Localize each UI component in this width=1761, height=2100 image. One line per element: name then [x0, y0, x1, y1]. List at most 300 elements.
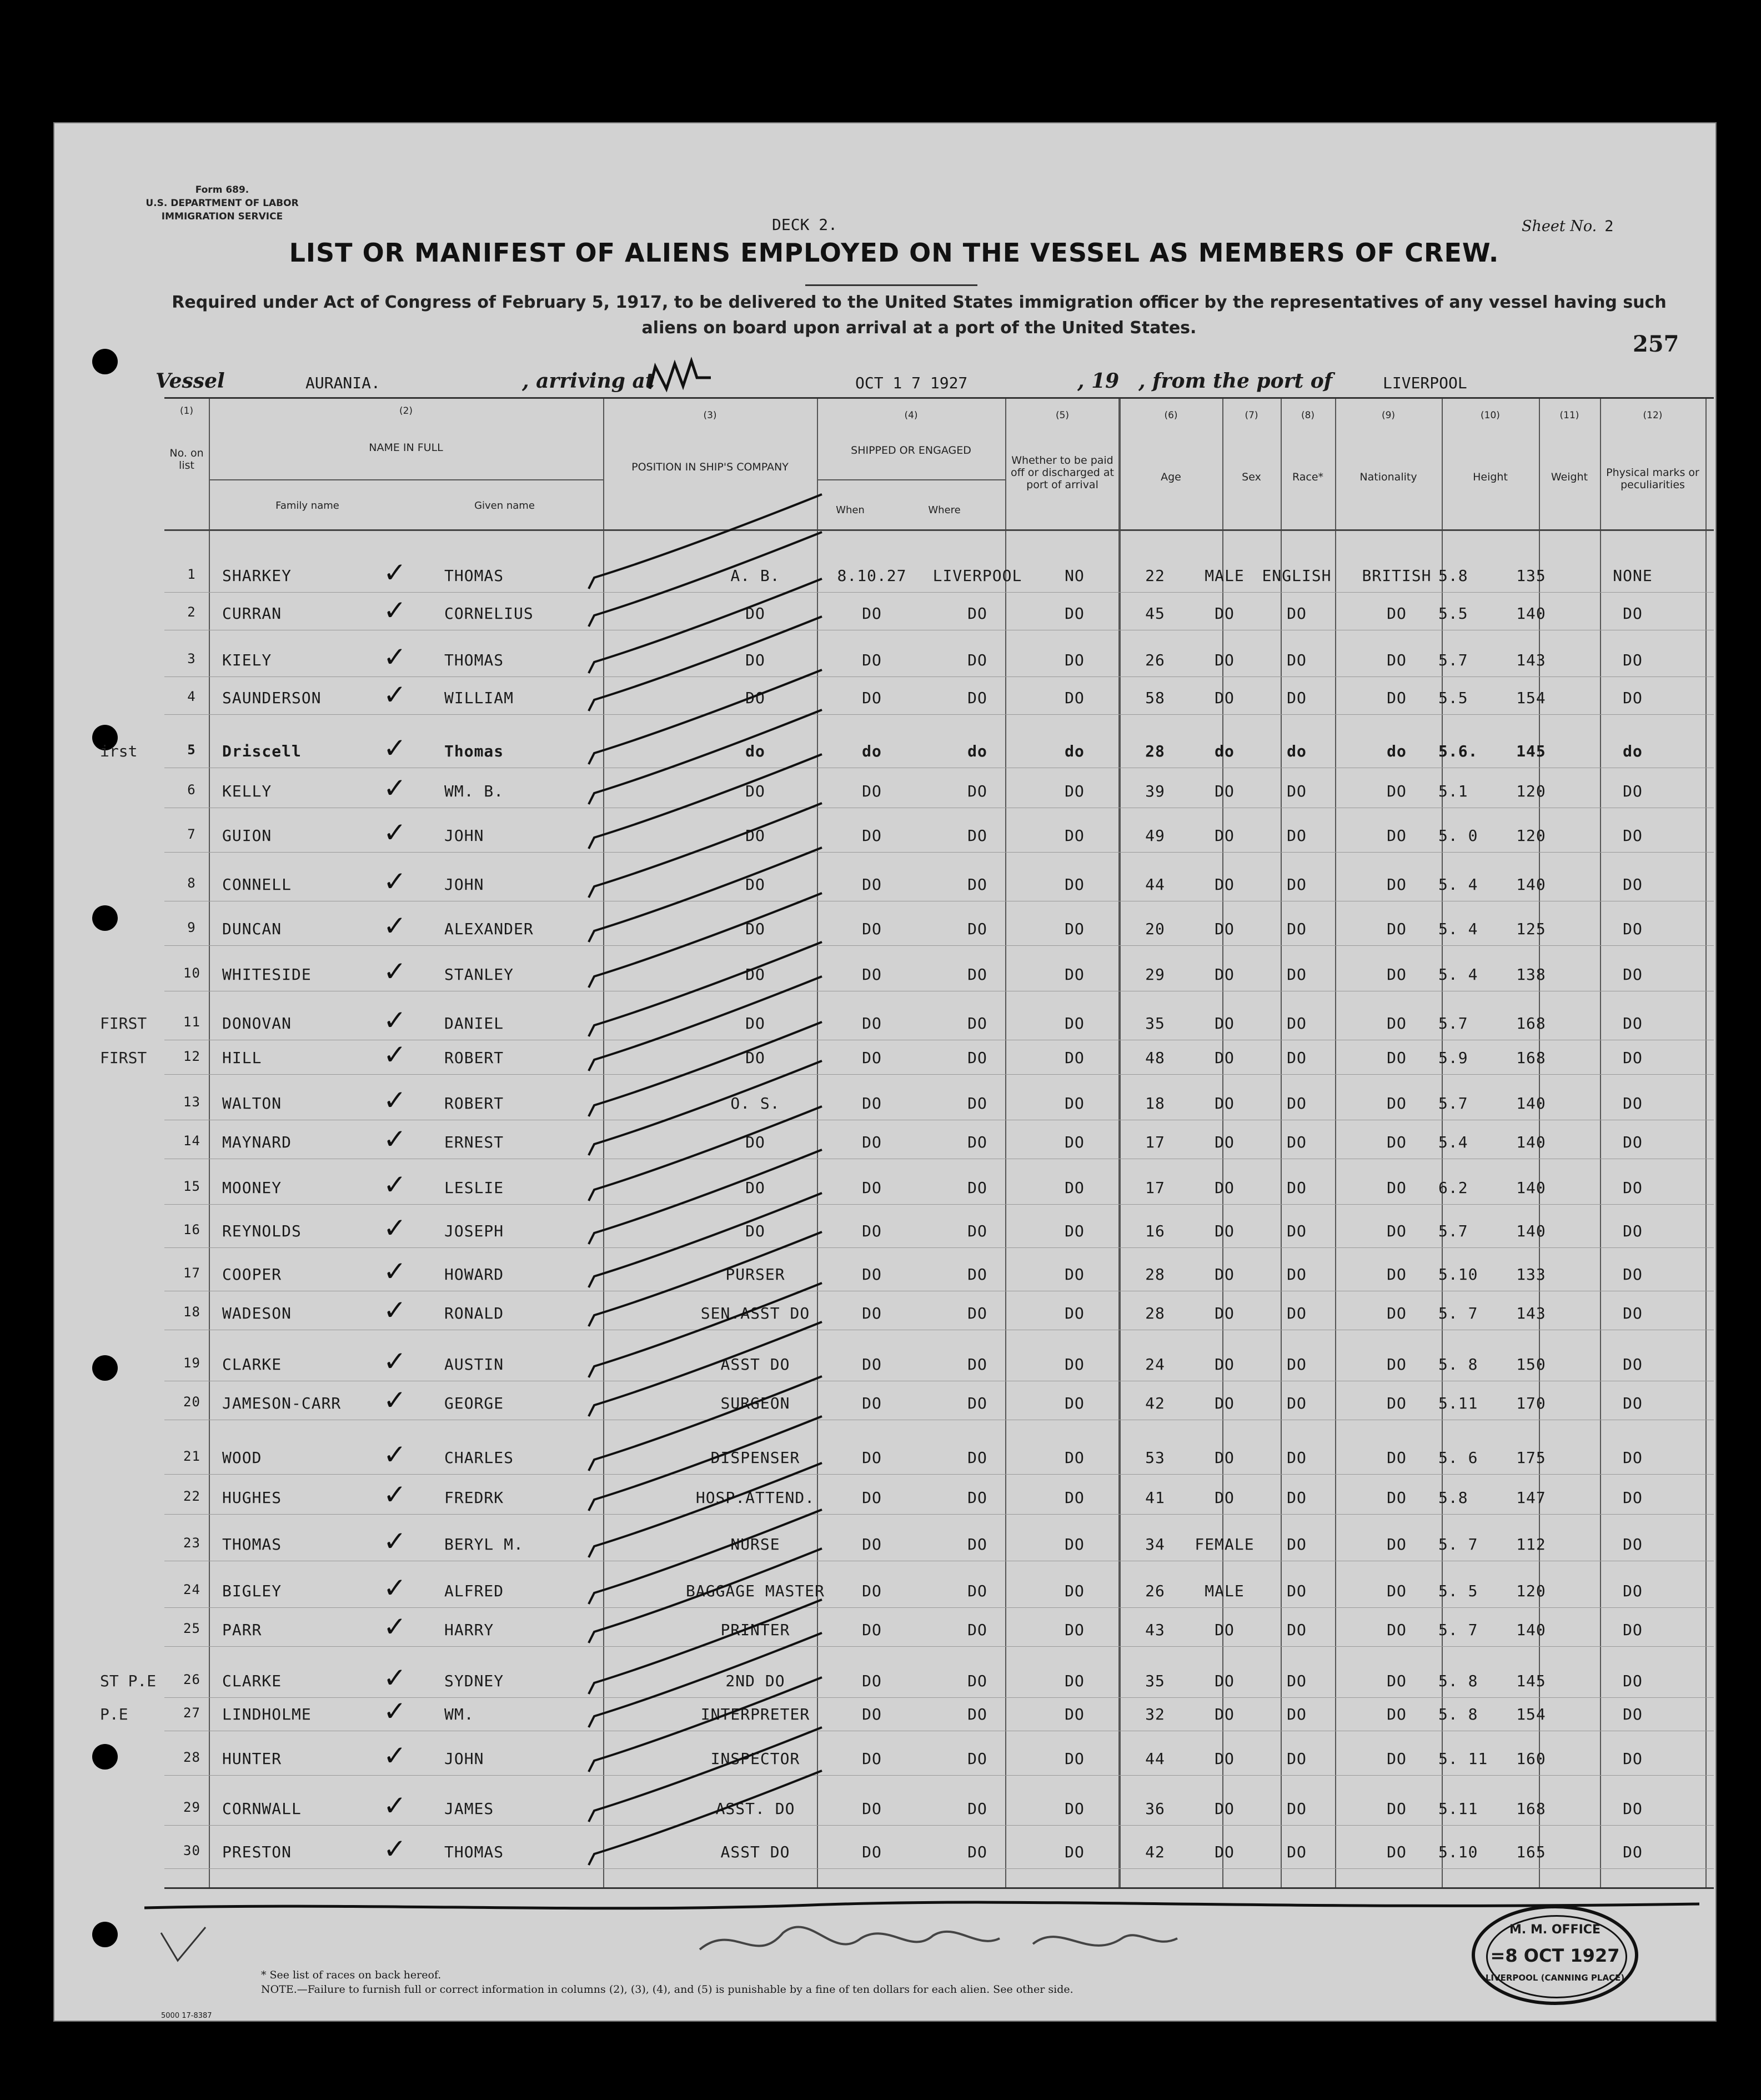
- cell-sex: DO: [1215, 1800, 1235, 1818]
- cell-race: DO: [1287, 1049, 1307, 1067]
- cell-race: DO: [1287, 1094, 1307, 1112]
- cell-no: 19: [183, 1355, 200, 1371]
- cell-no: 1: [187, 567, 196, 582]
- cell-marks: DO: [1623, 651, 1643, 669]
- cell-where: DO: [967, 1014, 987, 1033]
- cell-when: DO: [862, 1449, 882, 1467]
- cell-race: DO: [1287, 1750, 1307, 1768]
- cell-no: 8: [187, 875, 196, 891]
- cell-height: 5. 7: [1438, 1535, 1478, 1553]
- cell-age: 28: [1145, 742, 1165, 760]
- cell-nationality: DO: [1387, 1355, 1407, 1374]
- cell-when: DO: [862, 1222, 882, 1240]
- cell-age: 49: [1145, 826, 1165, 845]
- cell-sex: DO: [1215, 689, 1235, 707]
- cell-height: 5.7: [1438, 1222, 1468, 1240]
- cell-paid: DO: [1065, 965, 1085, 984]
- cell-weight: 168: [1516, 1049, 1546, 1067]
- cell-nationality: DO: [1387, 782, 1407, 800]
- column-header: Age: [1161, 471, 1181, 483]
- cell-marks: DO: [1623, 875, 1643, 894]
- cell-age: 42: [1145, 1394, 1165, 1412]
- cell-sex: MALE: [1205, 1582, 1245, 1600]
- check-mark-icon: ✓: [383, 1525, 407, 1557]
- cell-height: 5.10: [1438, 1265, 1478, 1284]
- margin-note: ST P.E: [100, 1672, 157, 1690]
- row-rule: [164, 1247, 1714, 1248]
- margin-note: FIRST: [100, 1014, 147, 1033]
- check-mark-icon: ✓: [383, 1123, 407, 1155]
- cell-no: 3: [187, 651, 196, 666]
- cell-paid: DO: [1065, 651, 1085, 669]
- check-mark-icon: ✓: [383, 1662, 407, 1694]
- cell-marks: DO: [1623, 1582, 1643, 1600]
- cell-where: DO: [967, 1800, 987, 1818]
- cell-family: WHITESIDE: [222, 965, 312, 984]
- footnote-penalty: NOTE.—Failure to furnish full or correct information in columns (2), (3), (4), and (5) is punishable by a fine of ten dollars for each alien. See other side.: [261, 1983, 1073, 1996]
- cell-weight: 138: [1516, 965, 1546, 984]
- cell-height: 5. 6: [1438, 1449, 1478, 1467]
- cell-age: 20: [1145, 920, 1165, 938]
- cell-weight: 140: [1516, 875, 1546, 894]
- cell-age: 18: [1145, 1094, 1165, 1112]
- cell-race: DO: [1287, 1304, 1307, 1322]
- cell-no: 13: [183, 1094, 200, 1110]
- footnotes: [261, 1968, 1073, 1997]
- cell-age: 22: [1145, 567, 1165, 585]
- cell-where: DO: [967, 920, 987, 938]
- cell-nationality: DO: [1387, 920, 1407, 938]
- cell-where: DO: [967, 1535, 987, 1553]
- check-mark-icon: ✓: [383, 1572, 407, 1604]
- cell-no: 25: [183, 1621, 200, 1636]
- cell-paid: DO: [1065, 1265, 1085, 1284]
- cell-nationality: BRITISH: [1362, 567, 1432, 585]
- cell-race: DO: [1287, 826, 1307, 845]
- cell-nationality: DO: [1387, 1304, 1407, 1322]
- cell-height: 5.6.: [1438, 742, 1478, 760]
- cell-height: 5. 8: [1438, 1672, 1478, 1690]
- from-port-label: , from the port of: [1138, 369, 1333, 393]
- cell-age: 42: [1145, 1843, 1165, 1861]
- cell-when: DO: [862, 689, 882, 707]
- cell-nationality: DO: [1387, 604, 1407, 623]
- row-rule: [164, 1204, 1714, 1205]
- cell-family: JAMESON-CARR: [222, 1394, 342, 1412]
- cell-height: 5.7: [1438, 651, 1468, 669]
- cell-where: do: [967, 742, 987, 760]
- cell-when: DO: [862, 965, 882, 984]
- cell-given: ROBERT: [444, 1094, 504, 1112]
- cell-when: DO: [862, 1621, 882, 1639]
- cell-when: DO: [862, 1014, 882, 1033]
- cell-marks: DO: [1623, 1394, 1643, 1412]
- cell-weight: 135: [1516, 567, 1546, 585]
- check-mark-icon: ✓: [383, 1478, 407, 1511]
- row-rule: [164, 676, 1714, 677]
- cell-family: SHARKEY: [222, 567, 292, 585]
- column-number: (1): [179, 405, 194, 417]
- cell-age: 24: [1145, 1355, 1165, 1374]
- cell-family: REYNOLDS: [222, 1222, 302, 1240]
- cell-paid: DO: [1065, 1750, 1085, 1768]
- cell-position: A. B.: [730, 567, 780, 585]
- cell-position: DO: [745, 1179, 765, 1197]
- subheader-family: Family name: [275, 500, 339, 512]
- cell-where: DO: [967, 1705, 987, 1723]
- cell-position: DO: [745, 1133, 765, 1151]
- arrival-date-stamp: OCT 1 7 1927: [855, 374, 968, 392]
- cell-marks: DO: [1623, 1750, 1643, 1768]
- cell-position: NURSE: [730, 1535, 780, 1553]
- cell-age: 39: [1145, 782, 1165, 800]
- cell-when: DO: [862, 1750, 882, 1768]
- cell-weight: 143: [1516, 1304, 1546, 1322]
- cell-sex: DO: [1215, 1179, 1235, 1197]
- cell-given: GEORGE: [444, 1394, 504, 1412]
- cell-family: CLARKE: [222, 1355, 282, 1374]
- cell-where: DO: [967, 1133, 987, 1151]
- column-number: (5): [1055, 410, 1070, 421]
- cell-age: 29: [1145, 965, 1165, 984]
- cell-race: DO: [1287, 604, 1307, 623]
- cell-where: DO: [967, 1750, 987, 1768]
- cell-weight: 140: [1516, 1094, 1546, 1112]
- cell-position: ASST DO: [720, 1843, 790, 1861]
- cell-age: 26: [1145, 651, 1165, 669]
- cell-when: 8.10.27: [837, 567, 907, 585]
- cell-race: DO: [1287, 1621, 1307, 1639]
- cell-paid: DO: [1065, 689, 1085, 707]
- column-header: NAME IN FULL: [369, 442, 443, 454]
- cell-race: DO: [1287, 1394, 1307, 1412]
- cell-position: do: [745, 742, 765, 760]
- cell-height: 5.11: [1438, 1394, 1478, 1412]
- cell-weight: 154: [1516, 1705, 1546, 1723]
- cell-age: 32: [1145, 1705, 1165, 1723]
- cell-marks: DO: [1623, 1488, 1643, 1507]
- cell-when: DO: [862, 1488, 882, 1507]
- cell-when: do: [862, 742, 882, 760]
- cell-marks: DO: [1623, 826, 1643, 845]
- cell-position: DO: [745, 689, 765, 707]
- cell-height: 5.10: [1438, 1843, 1478, 1861]
- cell-height: 5.7: [1438, 1094, 1468, 1112]
- column-number: (3): [703, 410, 717, 421]
- cell-no: 9: [187, 920, 196, 935]
- cell-race: DO: [1287, 1222, 1307, 1240]
- check-mark-icon: ✓: [383, 594, 407, 627]
- cell-family: CORNWALL: [222, 1800, 302, 1818]
- cell-given: LESLIE: [444, 1179, 504, 1197]
- form-identifier: [122, 183, 322, 223]
- cell-race: DO: [1287, 1535, 1307, 1553]
- cell-paid: DO: [1065, 1094, 1085, 1112]
- cell-age: 28: [1145, 1304, 1165, 1322]
- cell-position: DO: [745, 965, 765, 984]
- cell-weight: 140: [1516, 604, 1546, 623]
- office-stamp-date: =8 OCT 1927: [1490, 1945, 1620, 1966]
- cell-age: 17: [1145, 1179, 1165, 1197]
- check-mark-icon: ✓: [383, 1212, 407, 1244]
- cell-when: DO: [862, 875, 882, 894]
- cell-no: 17: [183, 1265, 200, 1281]
- cell-height: 5. 4: [1438, 965, 1478, 984]
- check-mark-icon: ✓: [383, 772, 407, 804]
- cell-marks: DO: [1623, 1304, 1643, 1322]
- cell-sex: DO: [1215, 651, 1235, 669]
- check-mark-icon: ✓: [383, 816, 407, 849]
- cell-height: 5.5: [1438, 689, 1468, 707]
- cell-given: THOMAS: [444, 651, 504, 669]
- column-header: Race*: [1292, 471, 1324, 483]
- cell-when: DO: [862, 1705, 882, 1723]
- column-number: (8): [1301, 410, 1315, 421]
- cell-where: DO: [967, 1394, 987, 1412]
- cell-weight: 175: [1516, 1449, 1546, 1467]
- cell-height: 5. 5: [1438, 1582, 1478, 1600]
- cell-marks: DO: [1623, 1049, 1643, 1067]
- cell-no: 30: [183, 1843, 200, 1858]
- binder-hole: [92, 1744, 118, 1770]
- cell-sex: FEMALE: [1195, 1535, 1255, 1553]
- cell-family: DONOVAN: [222, 1014, 292, 1033]
- cell-sex: DO: [1215, 1355, 1235, 1374]
- cell-height: 5.1: [1438, 782, 1468, 800]
- cell-where: DO: [967, 1049, 987, 1067]
- cell-when: DO: [862, 1800, 882, 1818]
- cell-position: SEN.ASST DO: [700, 1304, 810, 1322]
- cell-when: DO: [862, 1265, 882, 1284]
- cell-when: DO: [862, 1049, 882, 1067]
- stamped-page-number: 257: [1633, 331, 1679, 357]
- check-mark-icon: ✓: [383, 557, 407, 589]
- check-mark-icon: ✓: [383, 1740, 407, 1772]
- cell-age: 45: [1145, 604, 1165, 623]
- cell-position: PURSER: [725, 1265, 785, 1284]
- cell-family: HUNTER: [222, 1750, 282, 1768]
- cell-height: 5. 8: [1438, 1355, 1478, 1374]
- cell-height: 5. 0: [1438, 826, 1478, 845]
- office-stamp-bottom: LIVERPOOL (CANNING PLACE): [1485, 1973, 1625, 1983]
- row-rule: [164, 1868, 1714, 1869]
- cell-sex: DO: [1215, 1488, 1235, 1507]
- cell-race: DO: [1287, 1179, 1307, 1197]
- cell-where: LIVERPOOL: [932, 567, 1022, 585]
- title-rule: [805, 284, 977, 286]
- cell-race: DO: [1287, 1265, 1307, 1284]
- cell-height: 5.8: [1438, 1488, 1468, 1507]
- cell-when: DO: [862, 651, 882, 669]
- cell-no: 26: [183, 1672, 200, 1687]
- check-mark-icon: ✓: [383, 1384, 407, 1416]
- cell-position: SURGEON: [720, 1394, 790, 1412]
- cell-family: CLARKE: [222, 1672, 282, 1690]
- cell-paid: DO: [1065, 1222, 1085, 1240]
- cell-nationality: DO: [1387, 1705, 1407, 1723]
- column-header: POSITION IN SHIP'S COMPANY: [631, 461, 789, 473]
- cell-height: 5.11: [1438, 1800, 1478, 1818]
- cell-when: DO: [862, 1355, 882, 1374]
- handwritten-arrival-port: [644, 355, 766, 400]
- cell-when: DO: [862, 1179, 882, 1197]
- cell-paid: do: [1065, 742, 1085, 760]
- cell-marks: DO: [1623, 1133, 1643, 1151]
- check-mark-icon: ✓: [383, 1169, 407, 1201]
- cell-given: SYDNEY: [444, 1672, 504, 1690]
- cell-where: DO: [967, 1222, 987, 1240]
- column-header: Weight: [1551, 471, 1588, 483]
- cell-no: 12: [183, 1049, 200, 1064]
- cell-where: DO: [967, 1179, 987, 1197]
- binder-hole: [92, 905, 118, 931]
- vessel-label: Vessel: [155, 369, 225, 393]
- cell-weight: 150: [1516, 1355, 1546, 1374]
- cell-paid: DO: [1065, 826, 1085, 845]
- cell-weight: 120: [1516, 1582, 1546, 1600]
- cell-marks: DO: [1623, 1355, 1643, 1374]
- cell-sex: DO: [1215, 604, 1235, 623]
- cell-given: WM.: [444, 1705, 474, 1723]
- cell-race: DO: [1287, 875, 1307, 894]
- subheader-where: Where: [928, 504, 961, 516]
- cell-where: DO: [967, 1621, 987, 1639]
- binder-hole: [92, 1355, 118, 1381]
- cell-where: DO: [967, 1582, 987, 1600]
- cell-sex: DO: [1215, 875, 1235, 894]
- cell-given: JOHN: [444, 875, 484, 894]
- column-header: Whether to be paid off or discharged at port of arrival: [1010, 454, 1115, 491]
- subtitle-line-2: aliens on board upon arrival at a port of the United States.: [641, 318, 1197, 338]
- cell-weight: 145: [1516, 742, 1546, 760]
- cell-race: DO: [1287, 1705, 1307, 1723]
- cell-family: PARR: [222, 1621, 262, 1639]
- cell-race: DO: [1287, 1672, 1307, 1690]
- cell-marks: DO: [1623, 782, 1643, 800]
- column-number: (9): [1381, 410, 1396, 421]
- cell-where: DO: [967, 604, 987, 623]
- cell-position: DO: [745, 651, 765, 669]
- cell-age: 48: [1145, 1049, 1165, 1067]
- column-header: Sex: [1242, 471, 1261, 483]
- print-code: 5000 17-8387: [161, 2012, 212, 2020]
- cell-sex: DO: [1215, 1304, 1235, 1322]
- cell-given: WILLIAM: [444, 689, 514, 707]
- cell-marks: DO: [1623, 689, 1643, 707]
- subheader-given: Given name: [474, 500, 535, 512]
- cell-sex: do: [1215, 742, 1235, 760]
- cell-where: DO: [967, 651, 987, 669]
- cell-position: DO: [745, 782, 765, 800]
- cell-marks: NONE: [1613, 567, 1653, 585]
- cell-marks: DO: [1623, 1535, 1643, 1553]
- cell-given: ERNEST: [444, 1133, 504, 1151]
- cell-no: 2: [187, 604, 196, 620]
- subtitle-line-1: Required under Act of Congress of February 5, 1917, to be delivered to the United States immigration officer by the representatives of any vessel having such: [172, 293, 1667, 312]
- row-rule: [164, 852, 1714, 853]
- cell-nationality: DO: [1387, 1094, 1407, 1112]
- cell-weight: 165: [1516, 1843, 1546, 1861]
- cell-sex: DO: [1215, 1014, 1235, 1033]
- cell-when: DO: [862, 604, 882, 623]
- cell-race: do: [1287, 742, 1307, 760]
- subheader-when: When: [836, 504, 865, 516]
- check-mark-icon: ✓: [383, 1345, 407, 1377]
- column-header: Nationality: [1359, 471, 1417, 483]
- cell-paid: DO: [1065, 1621, 1085, 1639]
- cell-given: THOMAS: [444, 567, 504, 585]
- cell-when: DO: [862, 920, 882, 938]
- cell-height: 5. 7: [1438, 1304, 1478, 1322]
- cell-family: DUNCAN: [222, 920, 282, 938]
- column-rule: [1705, 399, 1707, 1887]
- cell-age: 28: [1145, 1265, 1165, 1284]
- cell-sex: DO: [1215, 1449, 1235, 1467]
- cell-when: DO: [862, 1582, 882, 1600]
- cell-race: ENGLISH: [1262, 567, 1332, 585]
- cell-family: KELLY: [222, 782, 272, 800]
- cell-paid: DO: [1065, 1014, 1085, 1033]
- page-subtitle: [161, 290, 1677, 341]
- cell-family: LINDHOLME: [222, 1705, 312, 1723]
- cell-weight: 125: [1516, 920, 1546, 938]
- sheet-number-value: 2: [1604, 218, 1614, 235]
- cell-family: Driscell: [222, 742, 302, 760]
- office-stamp-top: M. M. OFFICE: [1509, 1923, 1601, 1937]
- cell-where: DO: [967, 1449, 987, 1467]
- cell-position: DO: [745, 604, 765, 623]
- vessel-name: AURANIA.: [305, 374, 380, 392]
- binder-hole: [92, 349, 118, 374]
- cell-nationality: DO: [1387, 1133, 1407, 1151]
- row-rule: [164, 1775, 1714, 1776]
- check-mark-icon: ✓: [383, 955, 407, 988]
- form-service: IMMIGRATION SERVICE: [161, 211, 283, 222]
- office-stamp: [1472, 1905, 1638, 2005]
- cell-race: DO: [1287, 965, 1307, 984]
- cell-weight: 145: [1516, 1672, 1546, 1690]
- cell-race: DO: [1287, 689, 1307, 707]
- cell-family: HUGHES: [222, 1488, 282, 1507]
- cell-given: WM. B.: [444, 782, 504, 800]
- cell-marks: DO: [1623, 1843, 1643, 1861]
- check-mark-icon: ✓: [383, 1695, 407, 1727]
- row-rule: [164, 1607, 1714, 1608]
- cell-paid: DO: [1065, 1449, 1085, 1467]
- cell-age: 34: [1145, 1535, 1165, 1553]
- row-rule: [164, 945, 1714, 946]
- cell-paid: DO: [1065, 604, 1085, 623]
- row-rule: [164, 714, 1714, 715]
- column-number: (7): [1245, 410, 1258, 421]
- cell-weight: 133: [1516, 1265, 1546, 1284]
- cell-race: DO: [1287, 1488, 1307, 1507]
- cell-marks: DO: [1623, 1094, 1643, 1112]
- margin-note: irst: [100, 742, 138, 760]
- cell-marks: DO: [1623, 1179, 1643, 1197]
- cell-no: 16: [183, 1222, 200, 1237]
- cell-nationality: do: [1387, 742, 1407, 760]
- cell-weight: 140: [1516, 1222, 1546, 1240]
- cell-sex: DO: [1215, 920, 1235, 938]
- column-header: Height: [1473, 471, 1508, 483]
- check-mark-icon: ✓: [383, 1255, 407, 1287]
- binder-hole: [92, 1922, 118, 1947]
- cell-nationality: DO: [1387, 1672, 1407, 1690]
- column-number: (6): [1164, 410, 1178, 421]
- cell-race: DO: [1287, 1355, 1307, 1374]
- closing-line-and-signature: [144, 1888, 1699, 1972]
